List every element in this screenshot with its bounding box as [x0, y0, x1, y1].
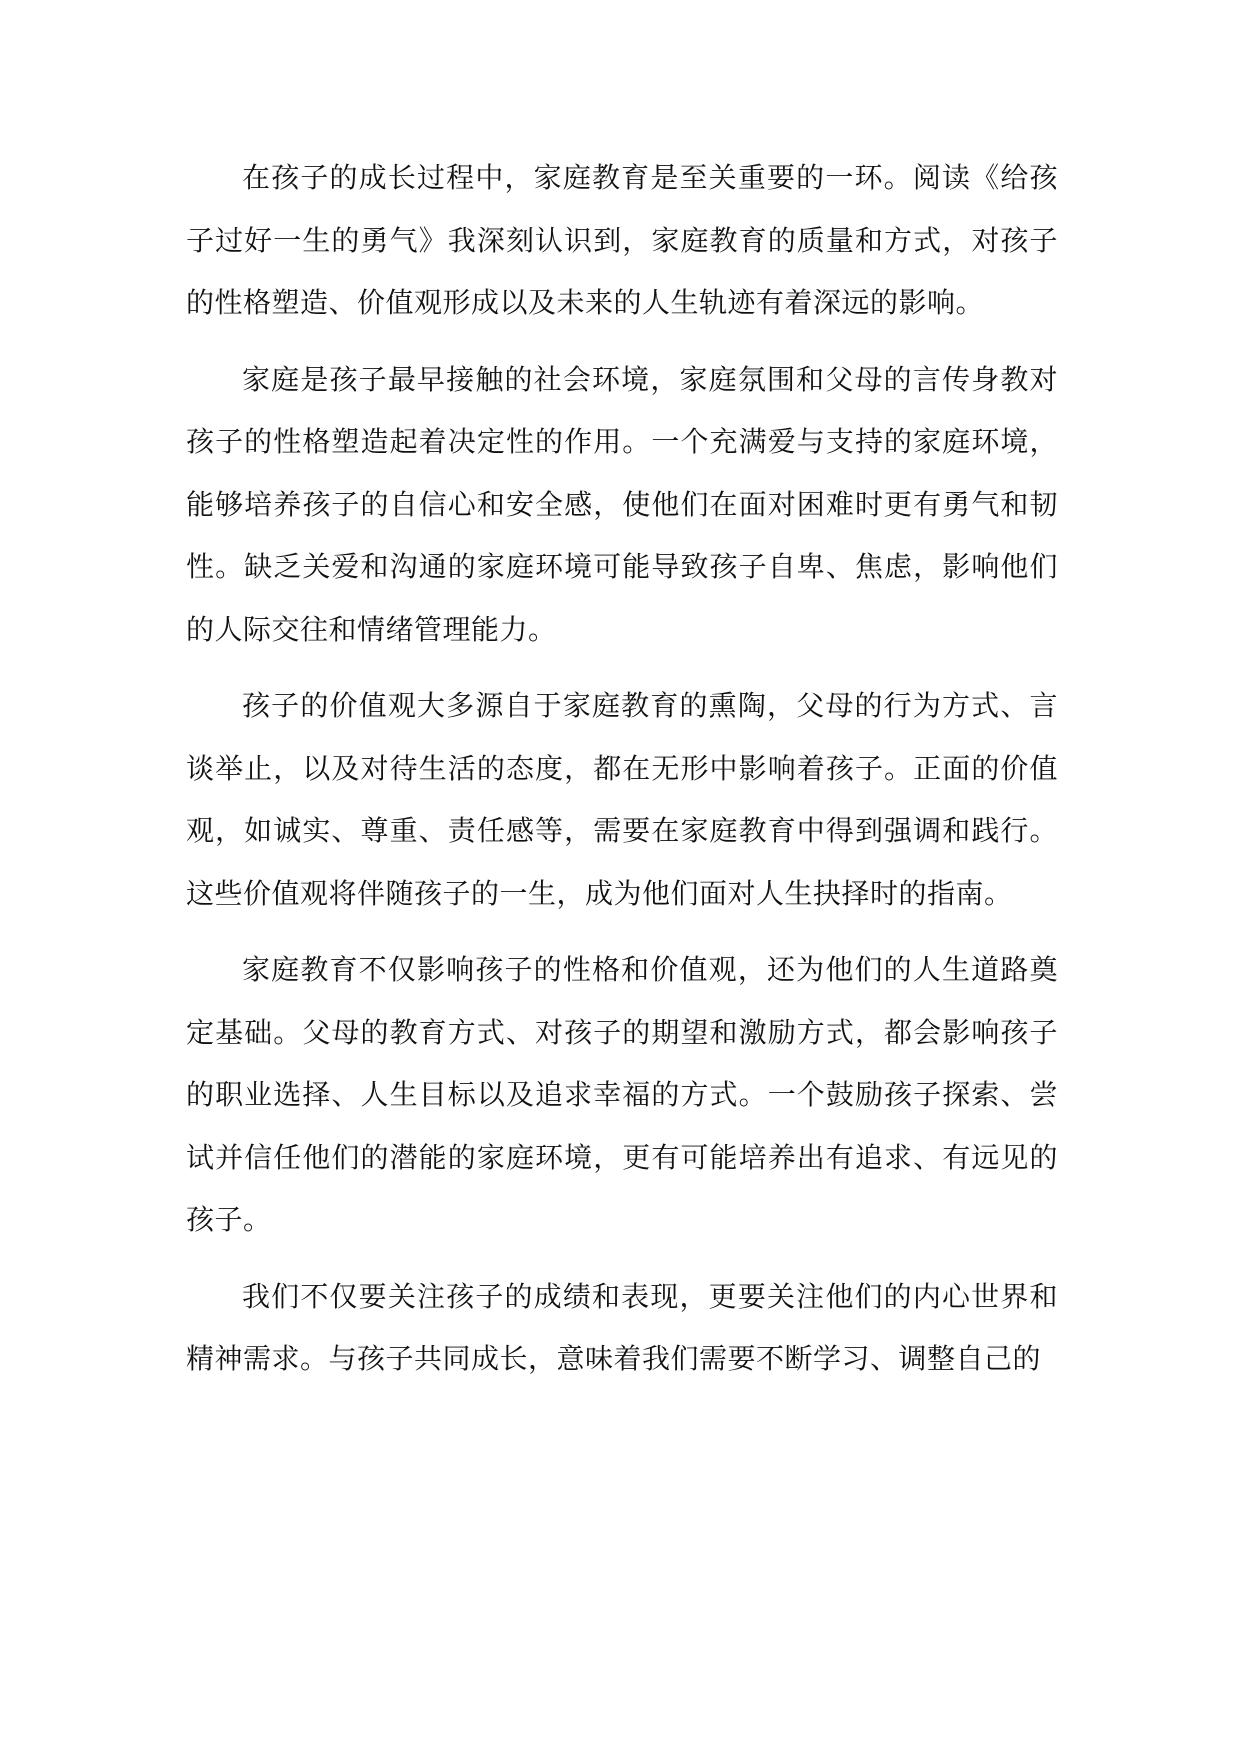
paragraph-life-path: 家庭教育不仅影响孩子的性格和价值观，还为他们的人生道路奠定基础。父母的教育方式、对孩子的期望和激励方式，都会影响孩子的职业选择、人生目标以及追求幸福的方式。一个鼓励孩子探索、尝试并信任他们的潜能的家庭环境，更有可能培养出有追求、有远见的孩子。: [186, 953, 1058, 1236]
paragraph-family-environment: 家庭是孩子最早接触的社会环境，家庭氛围和父母的言传身教对孩子的性格塑造起着决定性的作用。一个充满爱与支持的家庭环境，能够培养孩子的自信心和安全感，使他们在面对困难时更有勇气和韧性。缺乏关爱和沟通的家庭环境可能导致孩子自卑、焦虑，影响他们的人际交往和情绪管理能力。: [186, 362, 1058, 646]
document-body: [186, 147, 1058, 1405]
paragraph-values: 孩子的价值观大多源自于家庭教育的熏陶，父母的行为方式、言谈举止，以及对待生活的态度，都在无形中影响着孩子。正面的价值观，如诚实、尊重、责任感等，需要在家庭教育中得到强调和践行。这些价值观将伴随孩子的一生，成为他们面对人生抉择时的指南。: [186, 689, 1058, 910]
paragraph-intro: 在孩子的成长过程中，家庭教育是至关重要的一环。阅读《给孩子过好一生的勇气》我深刻认识到，家庭教育的质量和方式，对孩子的性格塑造、价值观形成以及未来的人生轨迹有着深远的影响。: [186, 161, 1058, 319]
paragraph-inner-world: 我们不仅要关注孩子的成绩和表现，更要关注他们的内心世界和精神需求。与孩子共同成长，意味着我们需要不断学习、调整自己的: [186, 1279, 1058, 1375]
